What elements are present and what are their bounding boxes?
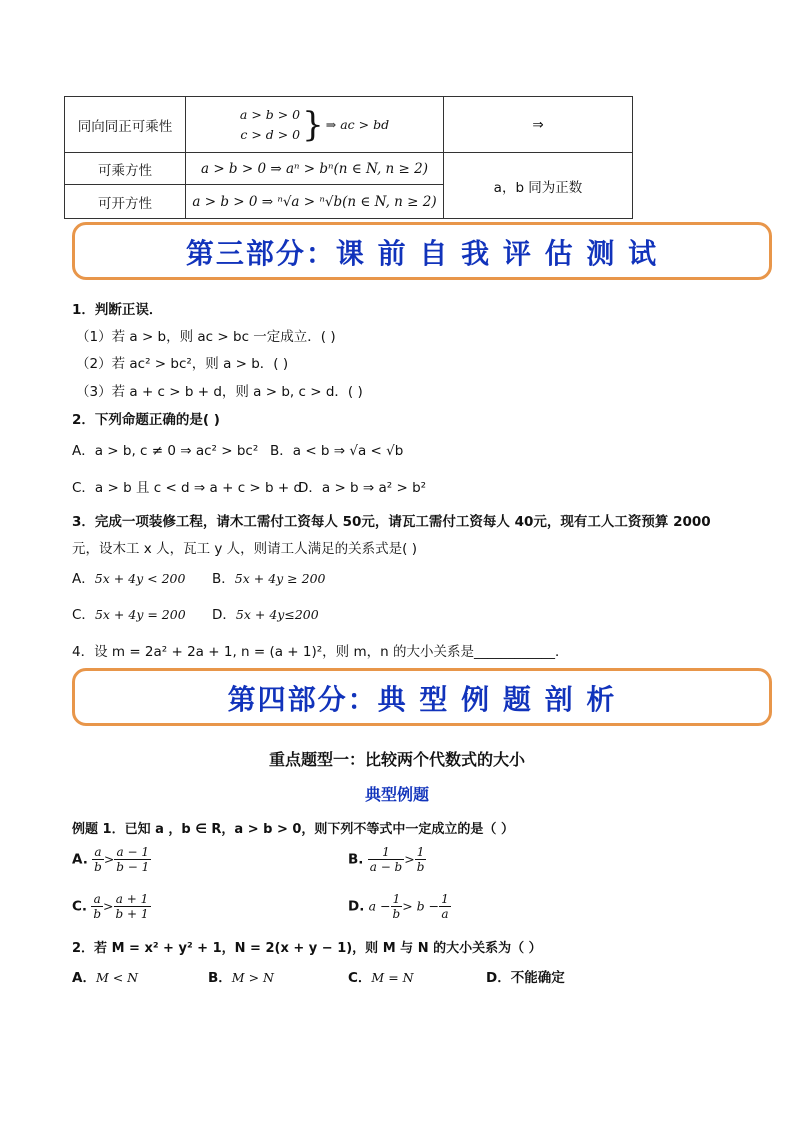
q2-option-a: A．a > b, c ≠ 0 ⇒ ac² > bc² bbox=[72, 443, 259, 459]
q1-item: （2）若 ac² > bc²，则 a > b．( ) bbox=[76, 356, 289, 372]
q3-option-c bbox=[72, 603, 186, 623]
ex2-option-b bbox=[208, 966, 274, 986]
q1-item: （1）若 a > b，则 ac > bc 一定成立．( ) bbox=[76, 329, 336, 345]
ex2-stem: 2．若 M = x² + y² + 1，N = 2(x + y − 1)，则 M 与 N 的大小关系为（ ） bbox=[72, 941, 542, 956]
option-expr: 5x + 4y≤200 bbox=[235, 607, 319, 622]
option-label: C． bbox=[72, 607, 95, 623]
row-name: 同向同正可乘性 bbox=[65, 97, 186, 153]
q3-option-a bbox=[72, 567, 185, 587]
q3-line2: 元，设木工 x 人，瓦工 y 人，则请工人满足的关系式是( ) bbox=[72, 541, 417, 557]
section-title: 重点题型一：比较两个代数式的大小 bbox=[268, 750, 525, 769]
fraction-numerator: 1 bbox=[441, 892, 449, 906]
fraction bbox=[415, 845, 427, 874]
q3-line1: 3．完成一项装修工程，请木工需付工资每人 50元，请瓦工需付工资每人 40元，现有工人工资预算 2000 bbox=[72, 514, 711, 530]
option-label: C. bbox=[72, 898, 88, 915]
fraction-denominator: b bbox=[416, 860, 425, 874]
option-label: D． bbox=[212, 607, 236, 623]
gt-sign: > bbox=[103, 898, 114, 914]
row-formula: a > b > 0 ⇒ aⁿ > bⁿ(n ∈ N, n ≥ 2) bbox=[186, 153, 444, 185]
fraction bbox=[92, 845, 104, 874]
fraction-numerator: 1 bbox=[368, 845, 405, 860]
option-expr: 5x + 4y < 200 bbox=[94, 571, 186, 586]
option-label: B． bbox=[212, 571, 235, 587]
option-expr: M < N bbox=[95, 970, 139, 985]
expr-part: > b − bbox=[402, 898, 440, 914]
ex1-option-a bbox=[72, 845, 151, 874]
formula-line: a > b > 0 bbox=[239, 106, 301, 122]
option-label: D. bbox=[348, 898, 365, 915]
banner-title: 第四部分：典 型 例 题 剖 析 bbox=[227, 683, 617, 716]
option-expr: M > N bbox=[231, 970, 274, 985]
fraction-denominator: a − b bbox=[369, 860, 403, 874]
banner-title: 第三部分：课 前 自 我 评 估 测 试 bbox=[185, 237, 659, 270]
properties-table bbox=[64, 96, 633, 219]
fraction-denominator: b bbox=[93, 907, 102, 921]
fraction-numerator: a bbox=[91, 892, 103, 907]
fraction bbox=[391, 892, 403, 921]
formula-result: ⇒ ac > bd bbox=[325, 117, 390, 132]
section-banner-3 bbox=[72, 222, 772, 280]
expr-part: a − bbox=[368, 898, 391, 914]
option-label: C． bbox=[348, 970, 372, 986]
section-banner-4 bbox=[72, 668, 772, 726]
row-formula: a > b > 0 c > d > 0 } ⇒ ac > bd bbox=[186, 97, 444, 153]
q2-option-b: B．a < b ⇒ √a < √b bbox=[270, 443, 404, 459]
option-label: A． bbox=[72, 571, 95, 587]
q3-option-b bbox=[212, 567, 325, 587]
fraction-numerator: a + 1 bbox=[114, 892, 151, 907]
q4: 4．设 m = 2a² + 2a + 1, n = (a + 1)²，则 m，n 的大小关系是____________． bbox=[72, 644, 569, 660]
fraction-denominator: b bbox=[392, 907, 401, 921]
q3-option-d bbox=[212, 603, 319, 623]
q2-option-c: C．a > b 且 c < d ⇒ a + c > b + d bbox=[72, 480, 303, 496]
ex1-option-d bbox=[348, 892, 451, 921]
row-name: 可乘方性 bbox=[65, 153, 186, 185]
fraction-numerator: a bbox=[92, 845, 104, 860]
option-label: B． bbox=[208, 970, 232, 986]
option-label: A． bbox=[72, 970, 96, 986]
fraction-denominator: b − 1 bbox=[116, 860, 150, 874]
fraction-numerator: 1 bbox=[415, 845, 427, 860]
fraction bbox=[114, 892, 151, 921]
fraction bbox=[439, 892, 451, 921]
gt-sign: > bbox=[103, 851, 115, 867]
gt-sign: > bbox=[404, 851, 415, 867]
q1-title: 1．判断正误． bbox=[72, 302, 163, 318]
option-label: B. bbox=[348, 851, 364, 868]
fraction-denominator: b + 1 bbox=[115, 907, 149, 921]
ex1-option-c bbox=[72, 892, 151, 921]
ex1-stem: 例题 1．已知 a ，b ∈ R，a > b > 0，则下列不等式中一定成立的是（ ） bbox=[72, 822, 514, 837]
option-expr: M = N bbox=[371, 970, 414, 985]
ex1-option-b bbox=[348, 845, 426, 874]
option-label: A. bbox=[72, 851, 88, 868]
fraction bbox=[114, 845, 151, 874]
fraction-numerator: 1 bbox=[391, 892, 403, 907]
row-note: ⇒ bbox=[444, 97, 633, 153]
fraction bbox=[91, 892, 103, 921]
q2-title: 2．下列命题正确的是( ) bbox=[72, 412, 220, 428]
option-expr: 5x + 4y ≥ 200 bbox=[234, 571, 326, 586]
fraction bbox=[368, 845, 405, 874]
fraction-denominator: a bbox=[441, 907, 449, 921]
row-name: 可开方性 bbox=[65, 185, 186, 219]
q2-option-d: D．a > b ⇒ a² > b² bbox=[298, 480, 427, 496]
fraction-numerator: a − 1 bbox=[114, 845, 151, 860]
option-expr: 5x + 4y = 200 bbox=[94, 607, 186, 622]
ex2-option-c bbox=[348, 966, 414, 986]
subsection-title: 典型例题 bbox=[364, 785, 429, 804]
fraction-denominator: b bbox=[94, 860, 102, 874]
row-formula: a > b > 0 ⇒ ⁿ√a > ⁿ√b(n ∈ N, n ≥ 2) bbox=[186, 185, 444, 219]
formula-line: c > d > 0 bbox=[240, 126, 301, 142]
ex2-option-a bbox=[72, 966, 138, 986]
shared-note: a，b 同为正数 bbox=[444, 153, 633, 219]
ex2-option-d: D．不能确定 bbox=[486, 970, 565, 986]
q1-item: （3）若 a + c > b + d，则 a > b, c > d．( ) bbox=[76, 384, 363, 400]
